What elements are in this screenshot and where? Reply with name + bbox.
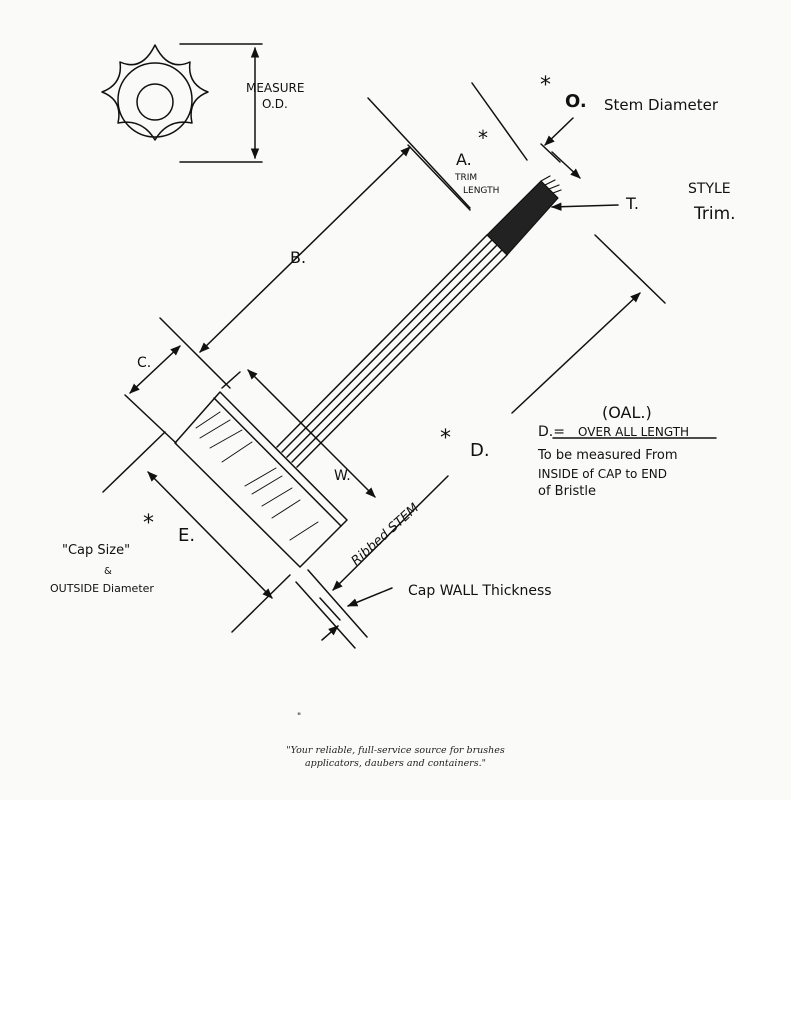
- o-asterisk: *: [540, 73, 551, 98]
- label-style: STYLE: [688, 181, 731, 197]
- t-arrow: [552, 205, 618, 207]
- cap-side-view: [175, 392, 347, 567]
- stray-quote-mark: ": [297, 712, 302, 722]
- tagline-line-2: applicators, daubers and containers.": [305, 758, 486, 769]
- label-c: C.: [137, 355, 152, 371]
- label-trim: TRIM: [455, 173, 478, 183]
- label-cap-size: "Cap Size": [62, 543, 131, 558]
- label-measured-line-2: INSIDE of CAP to END: [538, 467, 667, 481]
- label-trim-word: Trim.: [694, 204, 736, 224]
- e-asterisk: *: [143, 511, 154, 536]
- label-d: D.: [470, 440, 490, 461]
- cap-wall-thickness-dimension: [296, 570, 392, 648]
- label-measured-line-1: To be measured From: [538, 448, 678, 463]
- w-dimension-line: [222, 370, 375, 497]
- label-outside-diameter: OUTSIDE Diameter: [50, 582, 154, 595]
- label-od: O.D.: [262, 97, 288, 111]
- label-length: LENGTH: [463, 186, 500, 196]
- label-over-all-length: OVER ALL LENGTH: [578, 425, 690, 439]
- label-stem-diameter: Stem Diameter: [604, 96, 719, 114]
- label-oal: (OAL.): [602, 403, 652, 422]
- label-measured-line-3: of Bristle: [538, 484, 597, 499]
- e-dimension-line: [103, 432, 290, 632]
- label-cap-wall-thickness: Cap WALL Thickness: [408, 583, 552, 599]
- label-w: W.: [334, 468, 351, 484]
- o-dimension-line: [541, 118, 580, 178]
- label-o: O.: [565, 91, 587, 112]
- d-asterisk: *: [440, 426, 451, 451]
- label-ribbed-stem: Ribbed STEM: [348, 500, 422, 569]
- label-amp: &: [104, 566, 112, 577]
- cap-end-view-star-shape: [102, 45, 208, 140]
- label-d-eq: D.=: [538, 424, 565, 440]
- label-measure: MEASURE: [246, 81, 305, 95]
- label-a: A.: [456, 150, 472, 169]
- ribbed-stem: [277, 235, 507, 467]
- label-b: B.: [290, 248, 307, 267]
- label-e: E.: [178, 525, 196, 546]
- a-asterisk: *: [478, 126, 488, 150]
- label-t: T.: [626, 194, 639, 213]
- tagline-line-1: "Your reliable, full-service source for brushes: [286, 745, 505, 756]
- c-dimension-line: [125, 318, 230, 443]
